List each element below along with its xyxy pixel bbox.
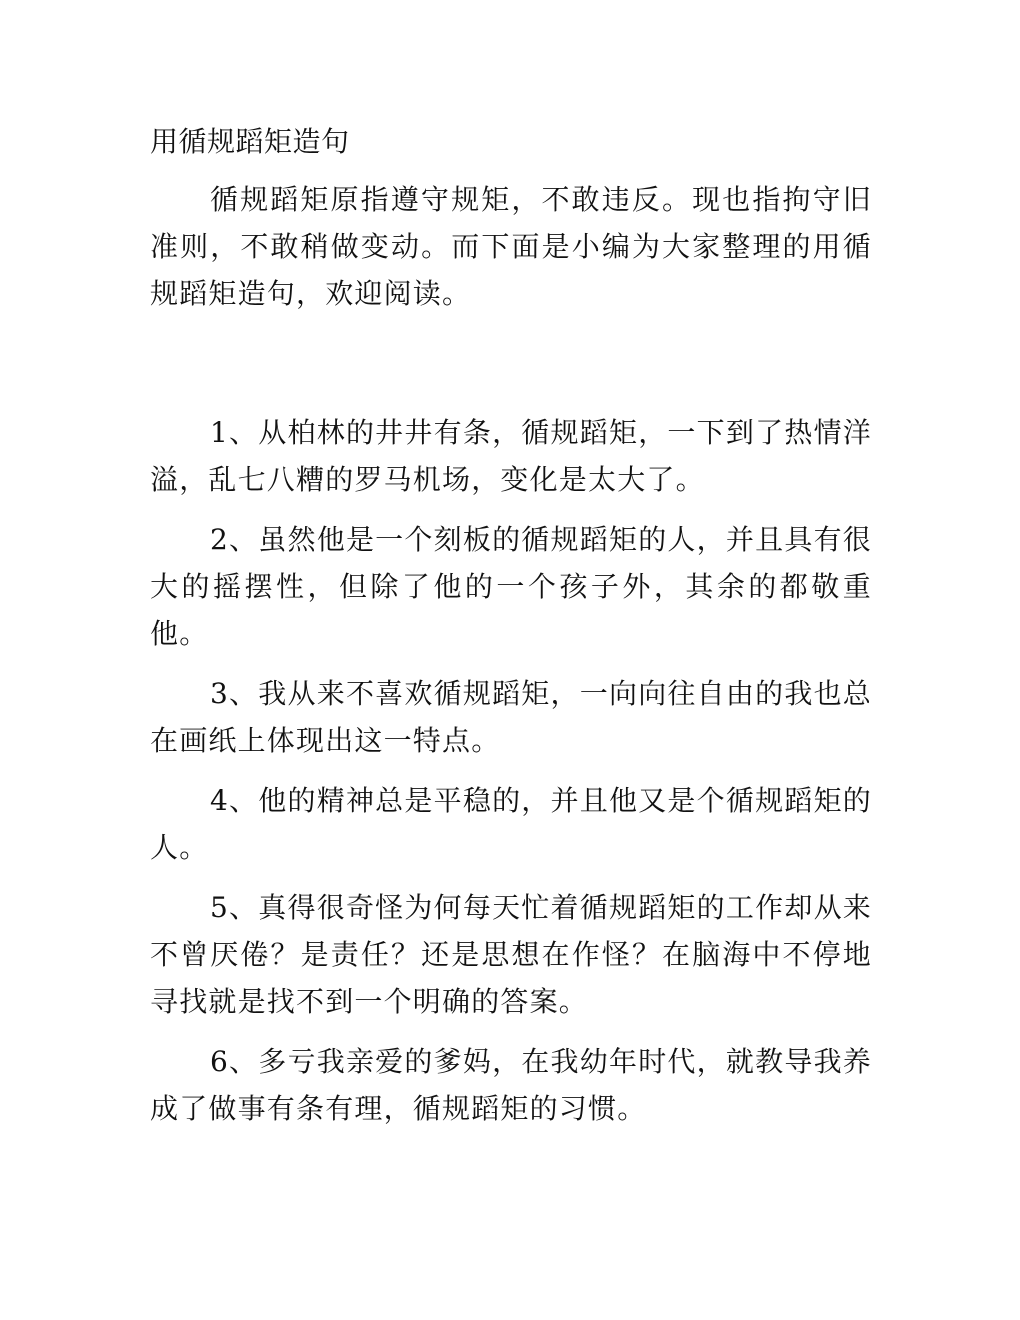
example-sentence-2: 2、虽然他是一个刻板的循规蹈矩的人，并且具有很大的摇摆性，但除了他的一个孩子外，其余的都敬重他。 (150, 523, 872, 650)
example-sentence-1: 1、从柏林的井井有条，循规蹈矩，一下到了热情洋溢，乱七八糟的罗马机场，变化是太大了。 (150, 416, 872, 496)
example-sentence-3: 3、我从来不喜欢循规蹈矩，一向向往自由的我也总在画纸上体现出这一特点。 (150, 677, 872, 757)
example-sentence-4: 4、他的精神总是平稳的，并且他又是个循规蹈矩的人。 (150, 784, 872, 864)
document-title: 用循规蹈矩造句 (150, 125, 350, 158)
document-page (150, 118, 872, 1145)
example-sentence-6: 6、多亏我亲爱的爹妈，在我幼年时代，就教导我养成了做事有条有理，循规蹈矩的习惯。 (150, 1045, 872, 1125)
example-sentence-5: 5、真得很奇怪为何每天忙着循规蹈矩的工作却从来不曾厌倦？是责任？还是思想在作怪？在脑海中不停地寻找就是找不到一个明确的答案。 (150, 891, 872, 1018)
intro-paragraph: 循规蹈矩原指遵守规矩，不敢违反。现也指拘守旧准则，不敢稍做变动。而下面是小编为大家整理的用循规蹈矩造句，欢迎阅读。 (150, 183, 872, 310)
